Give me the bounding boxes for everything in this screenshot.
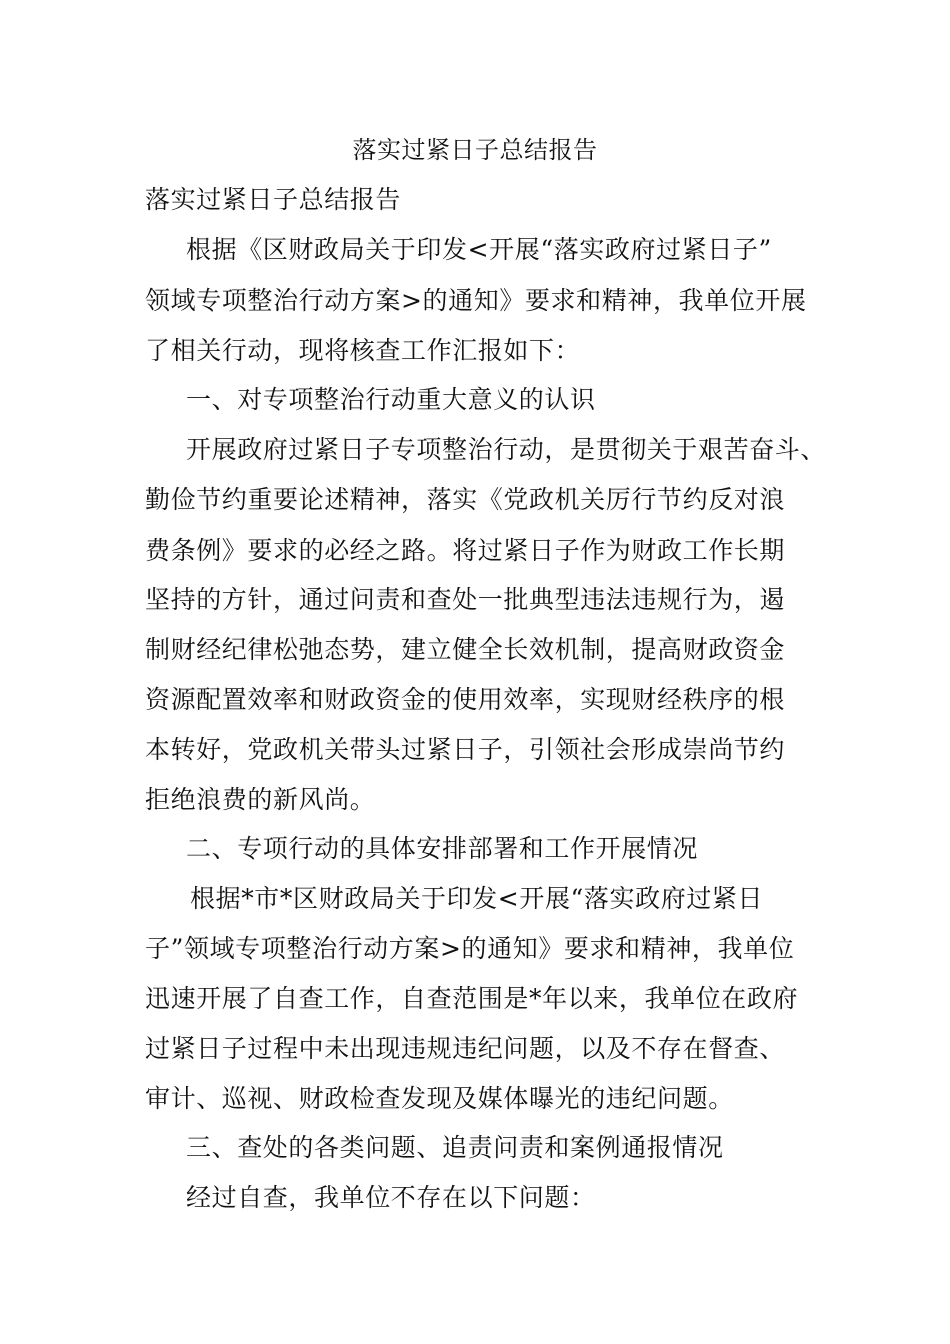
paragraph-line: 勤俭节约重要论述精神，落实《党政机关厉行节约反对浪 <box>145 485 786 514</box>
paragraph-line: 制财经纪律松弛态势，建立健全长效机制，提高财政资金 <box>145 635 786 664</box>
paragraph-line: 经过自查，我单位不存在以下问题： <box>186 1183 596 1212</box>
paragraph-line: 领域专项整治行动方案>的通知》要求和精神，我单位开展 <box>145 286 807 315</box>
paragraph-line: 资源配置效率和财政资金的使用效率，实现财经秩序的根 <box>145 685 786 714</box>
paragraph-line: 根据*市*区财政局关于印发<开展“落实政府过紧日 <box>190 884 764 913</box>
paragraph-line: 开展政府过紧日子专项整治行动，是贯彻关于艰苦奋斗、 <box>186 435 827 464</box>
paragraph-line: 坚持的方针，通过问责和查处一批典型违法违规行为，遏 <box>145 585 786 614</box>
document-title: 落实过紧日子总结报告 <box>352 136 598 164</box>
paragraph-line: 根据《区财政局关于印发<开展“落实政府过紧日子” <box>186 235 772 264</box>
paragraph-line: 费条例》要求的必经之路。将过紧日子作为财政工作长期 <box>145 536 786 565</box>
section-heading-3: 三、查处的各类问题、追责问责和案例通报情况 <box>186 1133 724 1162</box>
paragraph-line: 审计、巡视、财政检查发现及媒体曝光的违纪问题。 <box>145 1084 734 1113</box>
paragraph-line: 子”领域专项整治行动方案>的通知》要求和精神，我单位 <box>145 934 795 963</box>
paragraph-line: 了相关行动，现将核查工作汇报如下： <box>145 336 581 365</box>
section-heading-2: 二、专项行动的具体安排部署和工作开展情况 <box>186 834 699 863</box>
document-subtitle: 落实过紧日子总结报告 <box>145 185 402 214</box>
paragraph-line: 本转好，党政机关带头过紧日子，引领社会形成崇尚节约 <box>145 735 786 764</box>
paragraph-line: 过紧日子过程中未出现违规违纪问题，以及不存在督查、 <box>145 1034 786 1063</box>
paragraph-line: 迅速开展了自查工作，自查范围是*年以来，我单位在政府 <box>145 984 799 1013</box>
paragraph-line: 拒绝浪费的新风尚。 <box>145 785 376 814</box>
section-heading-1: 一、对专项整治行动重大意义的认识 <box>186 385 596 414</box>
